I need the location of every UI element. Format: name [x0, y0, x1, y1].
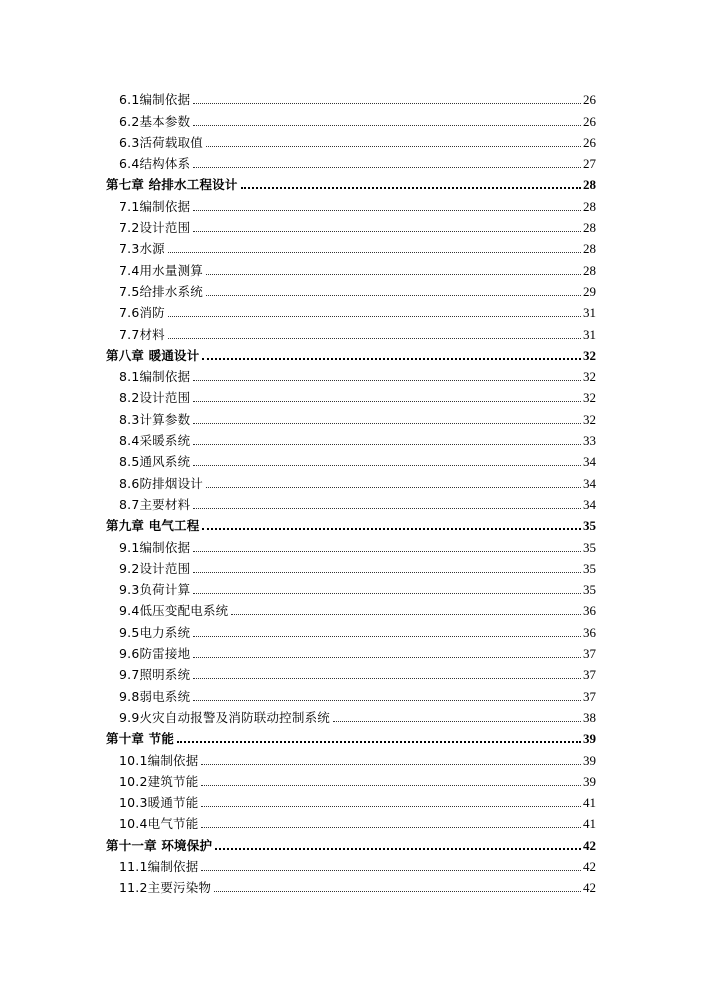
toc-entry-page-number: 27	[583, 156, 596, 172]
dot-leader	[206, 146, 581, 147]
dot-leader	[202, 358, 581, 360]
toc-section-entry[interactable]	[0, 661, 703, 682]
toc-entry-title: 9.1编制依据	[119, 539, 191, 555]
toc-entry-page-number: 36	[583, 603, 596, 619]
dot-leader	[231, 614, 581, 615]
toc-entry-page-number: 37	[583, 688, 596, 704]
dot-leader	[193, 125, 581, 126]
toc-section-entry[interactable]	[0, 618, 703, 639]
toc-entry-page-number: 28	[583, 177, 596, 193]
toc-section-entry[interactable]	[0, 235, 703, 256]
toc-entry-title: 11.2主要污染物	[119, 880, 212, 896]
toc-section-entry[interactable]	[0, 640, 703, 661]
dot-leader	[193, 657, 581, 658]
toc-entry-page-number: 35	[583, 560, 596, 576]
toc-entry-title: 9.7照明系统	[119, 667, 191, 683]
toc-entry-page-number: 42	[583, 880, 596, 896]
toc-entry-title: 9.4低压变配电系统	[119, 603, 229, 619]
dot-leader	[177, 741, 581, 743]
toc-entry-page-number: 34	[583, 475, 596, 491]
toc-section-entry[interactable]	[0, 491, 703, 512]
toc-entry-title: 9.3负荷计算	[119, 582, 191, 598]
toc-entry-title: 8.6防排烟设计	[119, 475, 203, 491]
toc-entry-page-number: 32	[583, 390, 596, 406]
toc-entry-title: 9.9火灾自动报警及消防联动控制系统	[119, 709, 330, 725]
toc-section-entry[interactable]	[0, 214, 703, 235]
toc-section-entry[interactable]	[0, 363, 703, 384]
toc-entry-title: 8.1编制依据	[119, 369, 191, 385]
dot-leader	[201, 764, 581, 765]
toc-section-entry[interactable]	[0, 150, 703, 171]
table-of-contents	[0, 86, 703, 895]
toc-entry-page-number: 35	[583, 539, 596, 555]
toc-entry-title: 8.4采暖系统	[119, 433, 191, 449]
toc-section-entry[interactable]	[0, 469, 703, 490]
toc-entry-page-number: 28	[583, 220, 596, 236]
toc-entry-page-number: 28	[583, 198, 596, 214]
toc-entry-page-number: 26	[583, 134, 596, 150]
toc-chapter-entry[interactable]	[0, 171, 703, 192]
dot-leader	[168, 338, 581, 339]
dot-leader	[215, 848, 581, 850]
toc-entry-title: 10.2建筑节能	[119, 773, 199, 789]
toc-entry-page-number: 31	[583, 326, 596, 342]
toc-entry-page-number: 35	[583, 582, 596, 598]
toc-section-entry[interactable]	[0, 299, 703, 320]
toc-entry-page-number: 34	[583, 496, 596, 512]
toc-entry-page-number: 37	[583, 667, 596, 683]
toc-entry-title: 11.1编制依据	[119, 858, 199, 874]
dot-leader	[193, 380, 581, 381]
toc-entry-page-number: 26	[583, 92, 596, 108]
dot-leader	[193, 700, 581, 701]
toc-entry-page-number: 32	[583, 369, 596, 385]
toc-section-entry[interactable]	[0, 768, 703, 789]
toc-entry-title: 8.5通风系统	[119, 454, 191, 470]
toc-entry-page-number: 39	[583, 731, 596, 747]
dot-leader	[193, 444, 581, 445]
toc-entry-title: 7.2设计范围	[119, 220, 191, 236]
toc-entry-title: 第十章 节能	[106, 731, 175, 747]
dot-leader	[201, 806, 581, 807]
toc-entry-page-number: 29	[583, 283, 596, 299]
toc-entry-title: 6.3活荷载取值	[119, 134, 203, 150]
toc-entry-page-number: 39	[583, 773, 596, 789]
dot-leader	[241, 187, 581, 189]
dot-leader	[193, 678, 581, 679]
toc-section-entry[interactable]	[0, 789, 703, 810]
toc-entry-title: 10.3暖通节能	[119, 795, 199, 811]
toc-entry-title: 9.8弱电系统	[119, 688, 191, 704]
toc-entry-title: 7.6消防	[119, 305, 165, 321]
toc-entry-title: 9.6防雷接地	[119, 646, 191, 662]
toc-chapter-entry[interactable]	[0, 512, 703, 533]
toc-entry-page-number: 28	[583, 241, 596, 257]
toc-section-entry[interactable]	[0, 448, 703, 469]
toc-section-entry[interactable]	[0, 427, 703, 448]
toc-entry-title: 第九章 电气工程	[106, 518, 200, 534]
toc-entry-title: 9.2设计范围	[119, 560, 191, 576]
toc-entry-page-number: 41	[583, 795, 596, 811]
toc-section-entry[interactable]	[0, 874, 703, 895]
toc-section-entry[interactable]	[0, 256, 703, 277]
toc-entry-title: 第八章 暖通设计	[106, 347, 200, 363]
toc-entry-title: 6.2基本参数	[119, 113, 191, 129]
toc-entry-title: 7.4用水量测算	[119, 262, 203, 278]
toc-section-entry[interactable]	[0, 86, 703, 107]
dot-leader	[214, 891, 581, 892]
toc-entry-title: 10.4电气节能	[119, 816, 199, 832]
dot-leader	[193, 465, 581, 466]
toc-entry-page-number: 41	[583, 816, 596, 832]
dot-leader	[193, 401, 581, 402]
toc-entry-title: 8.2设计范围	[119, 390, 191, 406]
toc-section-entry[interactable]	[0, 576, 703, 597]
toc-entry-title: 6.1编制依据	[119, 92, 191, 108]
toc-section-entry[interactable]	[0, 192, 703, 213]
dot-leader	[193, 423, 581, 424]
dot-leader	[193, 210, 581, 211]
toc-chapter-entry[interactable]	[0, 831, 703, 852]
toc-entry-title: 10.1编制依据	[119, 752, 199, 768]
toc-entry-title: 7.7材料	[119, 326, 165, 342]
toc-entry-page-number: 39	[583, 752, 596, 768]
toc-entry-page-number: 32	[583, 411, 596, 427]
dot-leader	[168, 316, 581, 317]
toc-entry-page-number: 33	[583, 433, 596, 449]
toc-section-entry[interactable]	[0, 107, 703, 128]
dot-leader	[206, 295, 581, 296]
dot-leader	[193, 593, 581, 594]
toc-entry-title: 7.1编制依据	[119, 198, 191, 214]
dot-leader	[206, 274, 581, 275]
toc-section-entry[interactable]	[0, 405, 703, 426]
toc-chapter-entry[interactable]	[0, 725, 703, 746]
dot-leader	[201, 785, 581, 786]
toc-section-entry[interactable]	[0, 810, 703, 831]
toc-section-entry[interactable]	[0, 597, 703, 618]
toc-entry-title: 8.3计算参数	[119, 411, 191, 427]
dot-leader	[201, 827, 581, 828]
dot-leader	[193, 103, 581, 104]
dot-leader	[206, 487, 581, 488]
dot-leader	[333, 721, 581, 722]
toc-chapter-entry[interactable]	[0, 342, 703, 363]
toc-section-entry[interactable]	[0, 682, 703, 703]
toc-entry-page-number: 42	[583, 858, 596, 874]
toc-entry-title: 7.3水源	[119, 241, 165, 257]
dot-leader	[168, 252, 581, 253]
toc-section-entry[interactable]	[0, 853, 703, 874]
dot-leader	[193, 551, 581, 552]
dot-leader	[193, 636, 581, 637]
toc-section-entry[interactable]	[0, 746, 703, 767]
dot-leader	[202, 528, 581, 530]
toc-entry-page-number: 28	[583, 262, 596, 278]
toc-entry-page-number: 34	[583, 454, 596, 470]
toc-entry-page-number: 42	[583, 837, 596, 853]
toc-entry-title: 9.5电力系统	[119, 624, 191, 640]
toc-section-entry[interactable]	[0, 555, 703, 576]
toc-entry-title: 7.5给排水系统	[119, 283, 203, 299]
toc-entry-page-number: 32	[583, 347, 596, 363]
toc-entry-title: 第七章 给排水工程设计	[106, 177, 238, 193]
toc-section-entry[interactable]	[0, 533, 703, 554]
toc-section-entry[interactable]	[0, 384, 703, 405]
toc-section-entry[interactable]	[0, 320, 703, 341]
toc-section-entry[interactable]	[0, 278, 703, 299]
toc-entry-page-number: 38	[583, 709, 596, 725]
dot-leader	[193, 167, 581, 168]
toc-entry-page-number: 26	[583, 113, 596, 129]
toc-entry-title: 8.7主要材料	[119, 496, 191, 512]
toc-entry-title: 第十一章 环境保护	[106, 837, 213, 853]
dot-leader	[193, 508, 581, 509]
toc-section-entry[interactable]	[0, 704, 703, 725]
dot-leader	[193, 231, 581, 232]
toc-entry-page-number: 36	[583, 624, 596, 640]
dot-leader	[201, 870, 581, 871]
toc-entry-title: 6.4结构体系	[119, 156, 191, 172]
toc-entry-page-number: 35	[583, 518, 596, 534]
toc-entry-page-number: 37	[583, 646, 596, 662]
dot-leader	[193, 572, 581, 573]
toc-entry-page-number: 31	[583, 305, 596, 321]
toc-section-entry[interactable]	[0, 129, 703, 150]
